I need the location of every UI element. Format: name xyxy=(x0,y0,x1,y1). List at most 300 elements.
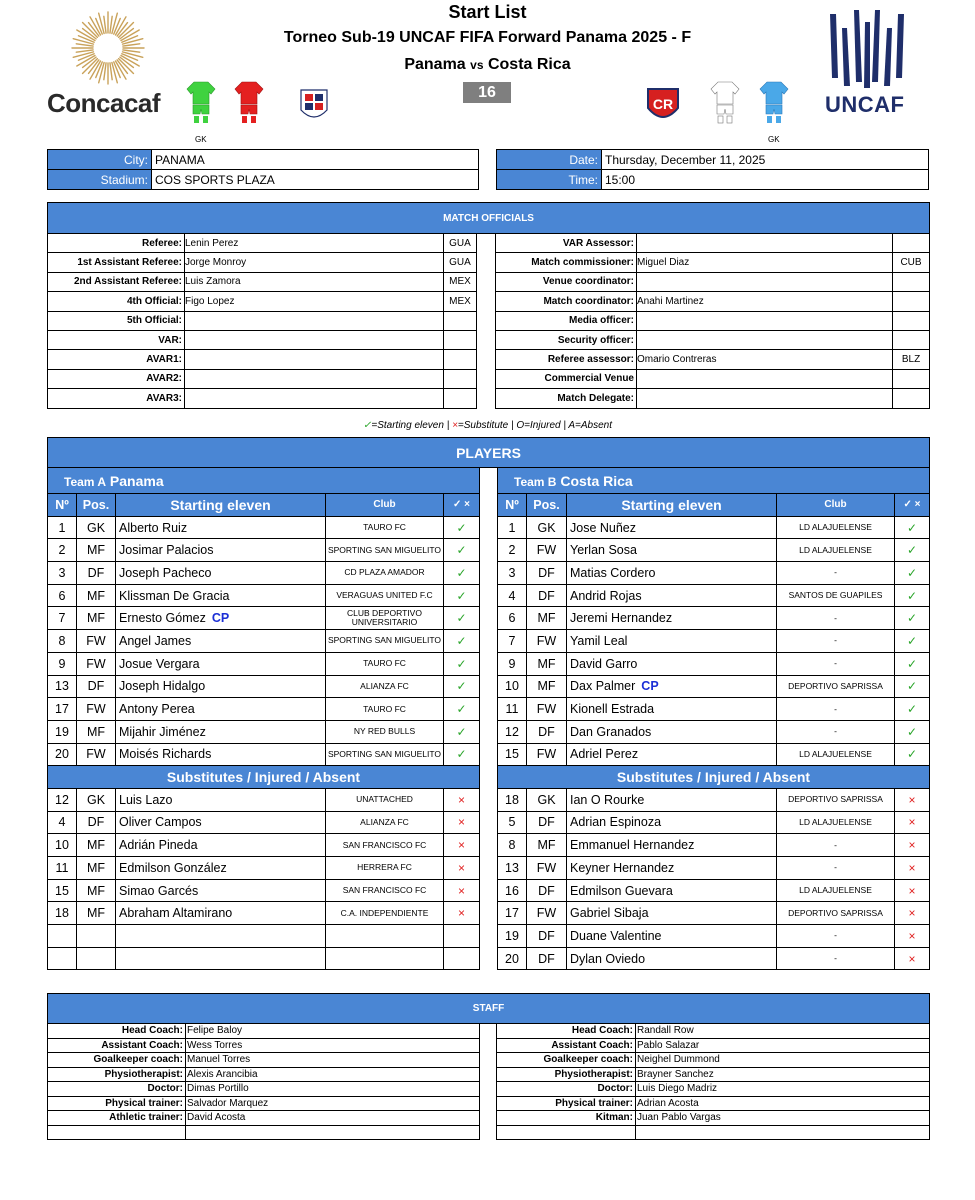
staff-b-role: Head Coach: xyxy=(497,1024,636,1039)
staff-a-name: Manuel Torres xyxy=(186,1053,480,1068)
captain-badge: CP xyxy=(641,679,659,694)
player-number: 17 xyxy=(498,902,527,925)
player-position: DF xyxy=(527,811,567,834)
costa-rica-gk-label: GK xyxy=(768,135,780,144)
official-left-role: 4th Official: xyxy=(48,292,185,311)
col-no-a: Nº xyxy=(48,494,77,517)
starting-row xyxy=(48,630,930,653)
official-right-nat xyxy=(893,389,930,408)
substitute-row xyxy=(48,902,930,925)
player-position: MF xyxy=(77,720,116,743)
player-name-cell xyxy=(116,879,326,902)
player-name-cell xyxy=(567,720,777,743)
player-name-cell xyxy=(567,516,777,539)
official-left-name xyxy=(185,311,444,330)
player-club: TAURO FC xyxy=(326,652,444,675)
starting-row xyxy=(48,607,930,630)
player-name: Ian O Rourke xyxy=(570,792,645,807)
staff-a-name: Felipe Baloy xyxy=(186,1024,480,1039)
player-number xyxy=(48,925,77,948)
official-left-nat xyxy=(444,311,477,330)
starting-row xyxy=(48,516,930,539)
official-left-role: VAR: xyxy=(48,330,185,349)
player-name-cell xyxy=(567,811,777,834)
staff-a-role: Assistant Coach: xyxy=(48,1038,186,1053)
captain-badge: CP xyxy=(211,611,230,626)
player-name: Emmanuel Hernandez xyxy=(570,838,695,853)
legend-check-icon: ✓ xyxy=(362,420,372,431)
player-status-mark: ✓ xyxy=(444,539,480,562)
player-status-mark: ✓ xyxy=(895,675,930,698)
player-number: 20 xyxy=(498,947,527,970)
player-status-mark: × xyxy=(444,834,480,857)
player-position: MF xyxy=(77,539,116,562)
players-header: PLAYERS xyxy=(48,438,930,468)
player-status-mark: ✓ xyxy=(895,652,930,675)
stadium-label: Stadium: xyxy=(48,170,152,190)
player-status-mark: ✓ xyxy=(444,584,480,607)
player-name: Gabriel Sibaja xyxy=(570,906,649,921)
substitute-row xyxy=(48,947,930,970)
player-status-mark: ✓ xyxy=(895,562,930,585)
official-right-name: Anahi Martinez xyxy=(637,292,893,311)
player-status-mark: ✓ xyxy=(895,698,930,721)
player-position: FW xyxy=(527,630,567,653)
player-number: 12 xyxy=(48,788,77,811)
player-number: 3 xyxy=(498,562,527,585)
player-name: Jeremi Hernandez xyxy=(570,611,673,626)
player-name-cell xyxy=(567,630,777,653)
player-position: MF xyxy=(77,902,116,925)
official-right-nat xyxy=(893,272,930,291)
player-name: Josimar Palacios xyxy=(119,543,214,558)
staff-a-role: Athletic trainer: xyxy=(48,1111,186,1126)
official-left-nat xyxy=(444,330,477,349)
date-info-table xyxy=(496,149,929,190)
player-position: FW xyxy=(527,539,567,562)
official-left-nat: MEX xyxy=(444,272,477,291)
player-position: DF xyxy=(527,720,567,743)
player-position: FW xyxy=(77,652,116,675)
player-name: Luis Lazo xyxy=(119,792,173,807)
venue-info-table xyxy=(47,149,479,190)
staff-b-name: Adrian Acosta xyxy=(636,1096,930,1111)
player-name: Joseph Hidalgo xyxy=(119,679,206,694)
player-position: GK xyxy=(527,788,567,811)
official-left-name xyxy=(185,369,444,388)
official-right-nat xyxy=(893,311,930,330)
player-name: Jose Nuñez xyxy=(570,520,637,535)
player-club: HERRERA FC xyxy=(326,857,444,880)
player-position: FW xyxy=(527,857,567,880)
player-position: FW xyxy=(527,743,567,766)
staff-b-role: Goalkeeper coach: xyxy=(497,1053,636,1068)
staff-b-name: Randall Row xyxy=(636,1024,930,1039)
player-position: MF xyxy=(527,834,567,857)
player-name-cell xyxy=(116,630,326,653)
starting-row xyxy=(48,720,930,743)
player-club: - xyxy=(777,925,895,948)
player-club: - xyxy=(777,562,895,585)
player-position: DF xyxy=(527,584,567,607)
staff-row xyxy=(48,1024,930,1039)
official-left-nat xyxy=(444,369,477,388)
uncaf-logo-icon xyxy=(826,8,908,88)
starting-row xyxy=(48,675,930,698)
player-club xyxy=(326,925,444,948)
official-right-role: Referee assessor: xyxy=(496,350,637,369)
player-position: GK xyxy=(77,516,116,539)
player-name: Simao Garcés xyxy=(119,883,199,898)
panama-kit-icon xyxy=(234,80,264,124)
player-status-mark: ✓ xyxy=(895,743,930,766)
col-starting-b: Starting eleven xyxy=(567,494,777,517)
player-name-cell xyxy=(567,539,777,562)
player-name-cell xyxy=(116,675,326,698)
staff-a-name: Wess Torres xyxy=(186,1038,480,1053)
player-name-cell xyxy=(567,902,777,925)
substitute-row xyxy=(48,857,930,880)
player-number: 6 xyxy=(48,584,77,607)
player-club: LD ALAJUELENSE xyxy=(777,879,895,902)
legend-starting-text: =Starting eleven | xyxy=(371,420,453,431)
official-left-name: Figo Lopez xyxy=(185,292,444,311)
player-position: DF xyxy=(527,925,567,948)
player-position: GK xyxy=(77,788,116,811)
player-name: Moisés Richards xyxy=(119,747,212,762)
player-position: DF xyxy=(77,675,116,698)
starting-row xyxy=(48,562,930,585)
player-name-cell xyxy=(116,743,326,766)
staff-b-role: Physiotherapist: xyxy=(497,1067,636,1082)
player-name-cell xyxy=(567,652,777,675)
official-right-name xyxy=(637,311,893,330)
player-club: UNATTACHED xyxy=(326,788,444,811)
player-name: Yerlan Sosa xyxy=(570,543,637,558)
player-name-cell xyxy=(567,788,777,811)
player-position xyxy=(77,925,116,948)
player-name-cell xyxy=(567,584,777,607)
player-name: Alberto Ruiz xyxy=(119,520,188,535)
staff-a-role: Head Coach: xyxy=(48,1024,186,1039)
official-left-nat: MEX xyxy=(444,292,477,311)
player-club: SPORTING SAN MIGUELITO xyxy=(326,743,444,766)
official-left-name xyxy=(185,330,444,349)
player-status-mark xyxy=(444,947,480,970)
player-club: - xyxy=(777,630,895,653)
player-name: Dylan Oviedo xyxy=(570,951,646,966)
player-club: ALIANZA FC xyxy=(326,675,444,698)
player-name-cell xyxy=(116,607,326,630)
player-club: DEPORTIVO SAPRISSA xyxy=(777,902,895,925)
team-b-header xyxy=(498,468,930,494)
team-a-name: Panama xyxy=(109,472,164,489)
staff-a-name: David Acosta xyxy=(186,1111,480,1126)
player-position: GK xyxy=(527,516,567,539)
substitute-row xyxy=(48,834,930,857)
player-club: NY RED BULLS xyxy=(326,720,444,743)
official-right-nat: CUB xyxy=(893,253,930,272)
player-name: Adrián Pineda xyxy=(119,838,198,853)
costa-rica-kit-icon xyxy=(710,80,740,124)
player-name-cell xyxy=(116,857,326,880)
players-table xyxy=(47,437,930,970)
player-name-cell xyxy=(567,607,777,630)
player-position: DF xyxy=(527,562,567,585)
official-right-role: VAR Assessor: xyxy=(496,234,637,253)
city-label: City: xyxy=(48,150,152,170)
player-name: Matias Cordero xyxy=(570,565,656,580)
col-starting-a: Starting eleven xyxy=(116,494,326,517)
player-status-mark: ✓ xyxy=(895,720,930,743)
player-club: LD ALAJUELENSE xyxy=(777,743,895,766)
cr-crest-text: CR xyxy=(652,96,674,112)
team-b-label: Team B xyxy=(514,474,557,489)
starting-row xyxy=(48,652,930,675)
player-status-mark: × xyxy=(895,902,930,925)
official-right-name: Miguel Diaz xyxy=(637,253,893,272)
player-number: 13 xyxy=(498,857,527,880)
staff-a-name: Dimas Portillo xyxy=(186,1082,480,1097)
player-number: 15 xyxy=(48,879,77,902)
player-position: FW xyxy=(527,698,567,721)
player-name-cell xyxy=(567,947,777,970)
starting-row xyxy=(48,698,930,721)
staff-a-role: Doctor: xyxy=(48,1082,186,1097)
player-name: Adriel Perez xyxy=(570,747,639,762)
player-club: TAURO FC xyxy=(326,698,444,721)
player-status-mark: ✓ xyxy=(444,516,480,539)
player-club: ALIANZA FC xyxy=(326,811,444,834)
player-name: David Garro xyxy=(570,656,638,671)
starting-row xyxy=(48,584,930,607)
player-status-mark: × xyxy=(444,811,480,834)
player-number: 18 xyxy=(48,902,77,925)
player-name-cell xyxy=(567,857,777,880)
team-a-label: Team A xyxy=(64,474,107,489)
player-number: 1 xyxy=(48,516,77,539)
player-name-cell xyxy=(116,902,326,925)
player-number: 12 xyxy=(498,720,527,743)
player-status-mark: × xyxy=(895,947,930,970)
player-name-cell xyxy=(567,698,777,721)
player-number: 2 xyxy=(48,539,77,562)
player-club: LD ALAJUELENSE xyxy=(777,516,895,539)
official-left-nat: GUA xyxy=(444,253,477,272)
official-left-role: Referee: xyxy=(48,234,185,253)
official-right-name xyxy=(637,330,893,349)
player-status-mark: × xyxy=(895,788,930,811)
col-mark-a: ✓ × xyxy=(444,494,480,517)
player-status-mark: ✓ xyxy=(895,607,930,630)
player-club: - xyxy=(777,834,895,857)
player-status-mark: × xyxy=(895,811,930,834)
player-status-mark: ✓ xyxy=(895,516,930,539)
substitute-row xyxy=(48,811,930,834)
col-pos-b: Pos. xyxy=(527,494,567,517)
player-name: Mijahir Jiménez xyxy=(119,724,206,739)
player-number: 9 xyxy=(48,652,77,675)
player-club: - xyxy=(777,947,895,970)
staff-row xyxy=(48,1125,930,1140)
player-number: 20 xyxy=(48,743,77,766)
player-name-cell xyxy=(116,562,326,585)
substitute-row xyxy=(48,879,930,902)
team-a-subs-header: Substitutes / Injured / Absent xyxy=(48,766,480,789)
player-position: MF xyxy=(77,879,116,902)
official-left-role: AVAR2: xyxy=(48,369,185,388)
player-club: CD PLAZA AMADOR xyxy=(326,562,444,585)
player-position: DF xyxy=(527,947,567,970)
player-club: - xyxy=(777,698,895,721)
team-a-title: Panama xyxy=(404,56,466,73)
staff-b-role: Kitman: xyxy=(497,1111,636,1126)
player-number: 19 xyxy=(498,925,527,948)
player-club: SAN FRANCISCO FC xyxy=(326,834,444,857)
col-pos-a: Pos. xyxy=(77,494,116,517)
col-no-b: Nº xyxy=(498,494,527,517)
player-number: 4 xyxy=(48,811,77,834)
concacaf-sun-icon xyxy=(70,10,146,86)
official-left-name xyxy=(185,350,444,369)
staff-a-name xyxy=(186,1125,480,1140)
substitute-row xyxy=(48,925,930,948)
player-status-mark: × xyxy=(895,834,930,857)
official-right-name xyxy=(637,369,893,388)
panama-crest-icon xyxy=(299,84,329,124)
player-number: 19 xyxy=(48,720,77,743)
staff-b-role: Assistant Coach: xyxy=(497,1038,636,1053)
legend-rest-text: =Substitute | O=Injured | A=Absent xyxy=(457,420,613,431)
team-b-subs-header: Substitutes / Injured / Absent xyxy=(498,766,930,789)
player-number: 3 xyxy=(48,562,77,585)
official-right-name: Omario Contreras xyxy=(637,350,893,369)
player-club: CLUB DEPORTIVO UNIVERSITARIO xyxy=(326,607,444,630)
player-status-mark xyxy=(444,925,480,948)
player-status-mark: × xyxy=(895,925,930,948)
player-status-mark: ✓ xyxy=(444,562,480,585)
staff-a-role: Physiotherapist: xyxy=(48,1067,186,1082)
player-position: MF xyxy=(527,652,567,675)
player-status-mark: ✓ xyxy=(444,652,480,675)
player-club: C.A. INDEPENDIENTE xyxy=(326,902,444,925)
time-value: 15:00 xyxy=(602,170,929,190)
player-club: SPORTING SAN MIGUELITO xyxy=(326,539,444,562)
player-name-cell xyxy=(116,788,326,811)
player-name: Keyner Hernandez xyxy=(570,860,675,875)
player-number: 10 xyxy=(48,834,77,857)
player-position: DF xyxy=(77,562,116,585)
player-name: Dan Granados xyxy=(570,724,652,739)
official-left-nat: GUA xyxy=(444,234,477,253)
player-number: 7 xyxy=(498,630,527,653)
official-right-nat xyxy=(893,330,930,349)
staff-b-role: Doctor: xyxy=(497,1082,636,1097)
official-right-role: Security officer: xyxy=(496,330,637,349)
staff-a-role: Physical trainer: xyxy=(48,1096,186,1111)
player-number: 5 xyxy=(498,811,527,834)
player-club: - xyxy=(777,720,895,743)
player-club: LD ALAJUELENSE xyxy=(777,539,895,562)
official-left-role: 5th Official: xyxy=(48,311,185,330)
player-position: MF xyxy=(77,607,116,630)
player-number: 15 xyxy=(498,743,527,766)
player-status-mark: × xyxy=(895,857,930,880)
player-number: 2 xyxy=(498,539,527,562)
player-name-cell xyxy=(116,539,326,562)
player-club: SPORTING SAN MIGUELITO xyxy=(326,630,444,653)
official-right-role: Venue coordinator: xyxy=(496,272,637,291)
staff-row xyxy=(48,1082,930,1097)
official-right-name xyxy=(637,389,893,408)
player-position: MF xyxy=(77,857,116,880)
player-position: FW xyxy=(77,743,116,766)
player-name-cell xyxy=(116,698,326,721)
substitute-row xyxy=(48,788,930,811)
player-number: 11 xyxy=(498,698,527,721)
official-right-name xyxy=(637,234,893,253)
staff-b-role xyxy=(497,1125,636,1140)
player-position: DF xyxy=(527,879,567,902)
player-name: Abraham Altamirano xyxy=(119,906,233,921)
player-status-mark: ✓ xyxy=(444,607,480,630)
player-name: Antony Perea xyxy=(119,702,195,717)
legend-cross-icon: × xyxy=(452,420,458,431)
player-position: FW xyxy=(527,902,567,925)
official-right-nat: BLZ xyxy=(893,350,930,369)
staff-row xyxy=(48,1053,930,1068)
player-name: Kionell Estrada xyxy=(570,702,655,717)
player-name-cell xyxy=(567,675,777,698)
player-club: LD ALAJUELENSE xyxy=(777,811,895,834)
player-name-cell xyxy=(116,947,326,970)
player-status-mark: ✓ xyxy=(444,720,480,743)
legend xyxy=(0,420,975,431)
player-name: Edmilson Guevara xyxy=(570,883,673,898)
player-name: Yamil Leal xyxy=(570,633,628,648)
staff-b-name: Luis Diego Madriz xyxy=(636,1082,930,1097)
staff-a-name: Salvador Marquez xyxy=(186,1096,480,1111)
player-position xyxy=(77,947,116,970)
stadium-value: COS SPORTS PLAZA xyxy=(152,170,479,190)
player-status-mark: ✓ xyxy=(895,584,930,607)
official-left-name: Jorge Monroy xyxy=(185,253,444,272)
player-name-cell xyxy=(567,743,777,766)
official-right-role: Match Delegate: xyxy=(496,389,637,408)
player-position: MF xyxy=(527,607,567,630)
player-position: MF xyxy=(77,834,116,857)
player-status-mark: ✓ xyxy=(895,630,930,653)
player-number: 1 xyxy=(498,516,527,539)
player-name-cell xyxy=(116,652,326,675)
player-name-cell xyxy=(116,834,326,857)
staff-a-name: Alexis Arancibia xyxy=(186,1067,480,1082)
player-status-mark: ✓ xyxy=(895,539,930,562)
date-value: Thursday, December 11, 2025 xyxy=(602,150,929,170)
staff-b-name xyxy=(636,1125,930,1140)
staff-b-name: Juan Pablo Vargas xyxy=(636,1111,930,1126)
official-right-role: Match commissioner: xyxy=(496,253,637,272)
official-left-nat xyxy=(444,389,477,408)
player-name: Edmilson González xyxy=(119,860,227,875)
player-number xyxy=(48,947,77,970)
staff-row xyxy=(48,1038,930,1053)
player-name: Klissman De Gracia xyxy=(119,588,230,603)
staff-row xyxy=(48,1111,930,1126)
player-status-mark: ✓ xyxy=(444,675,480,698)
staff-row xyxy=(48,1067,930,1082)
official-left-role: AVAR1: xyxy=(48,350,185,369)
